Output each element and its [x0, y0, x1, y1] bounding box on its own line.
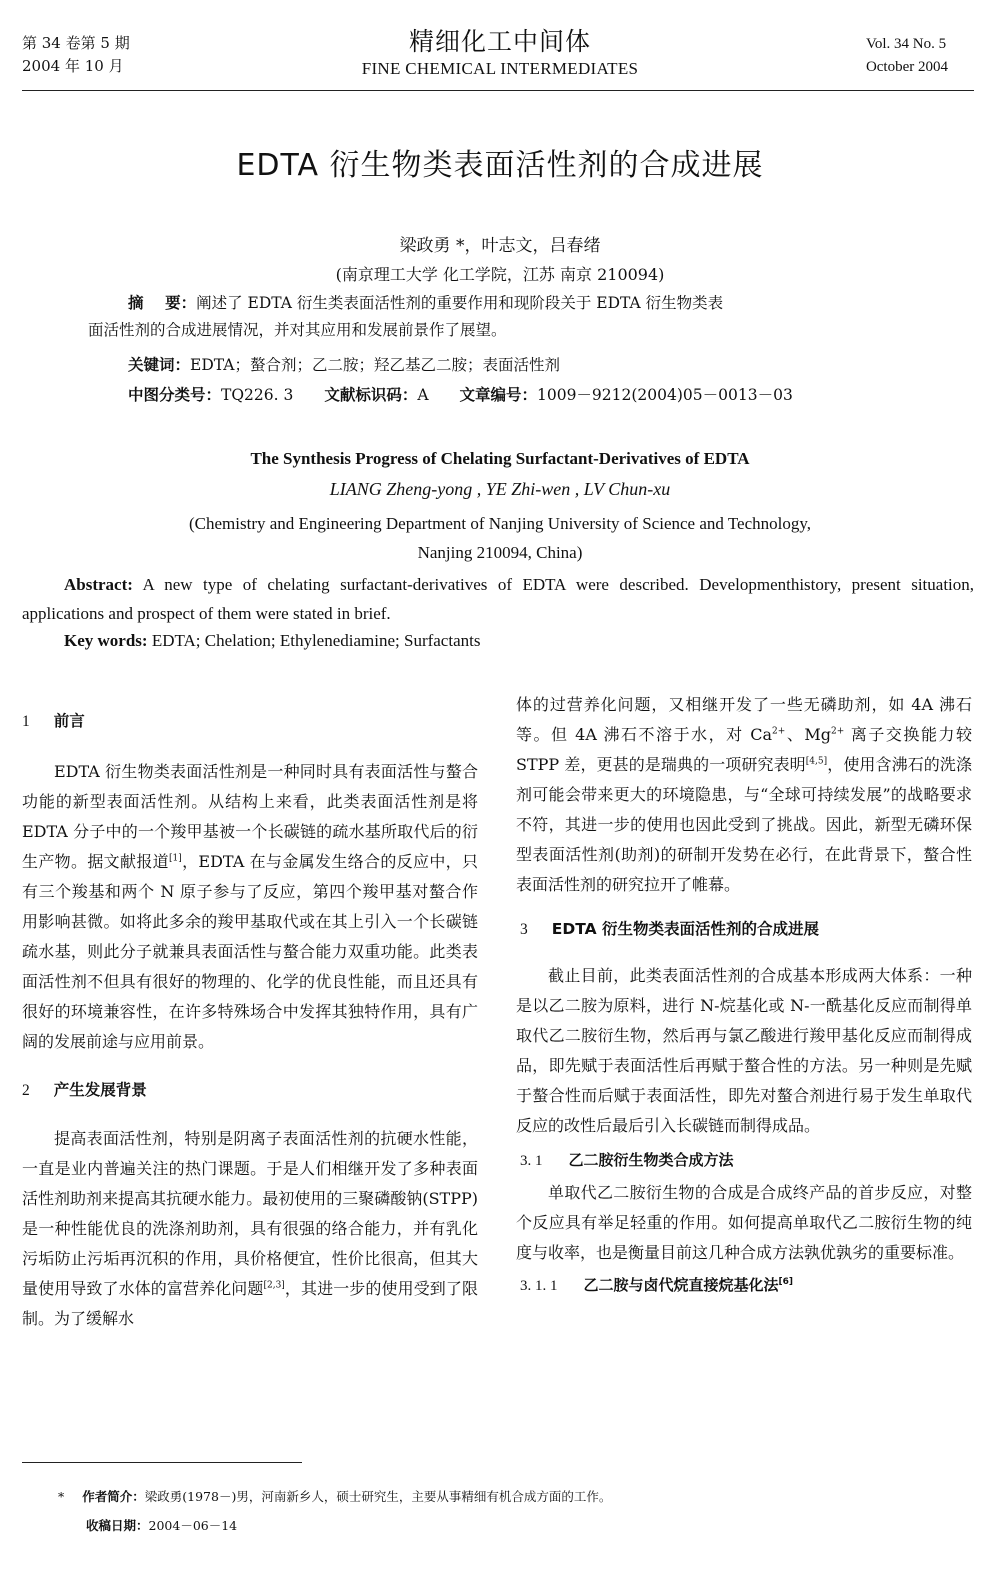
keywords-text: EDTA；螯合剂；乙二胺；羟乙基乙二胺；表面活性剂 [190, 356, 560, 374]
footnote-divider [22, 1462, 302, 1463]
english-affiliation [70, 509, 930, 567]
classification-line [128, 382, 1000, 409]
article-no-value: 1009－9212(2004)05－0013－03 [536, 386, 793, 404]
keywords-cn [128, 352, 1000, 379]
section-3-1-paragraph: 单取代乙二胺衍生物的合成是合成终产品的首步反应，对整个反应具有举足轻重的作用。如何提高单取代乙二胺衍生物的纯度与收率，也是衡量目前这几种合成方法孰优孰劣的重要标准。 [516, 1183, 972, 1262]
abstract-text-1: 阐述了 EDTA 衍生类表面活性剂的重要作用和现阶段关于 EDTA 衍生物类表 [196, 294, 724, 312]
author-bio-text: 梁政勇(1978－)男，河南新乡人，硕士研究生，主要从事精细有机合成方面的工作。 [144, 1489, 612, 1504]
section-1-heading [22, 706, 478, 737]
section-2-heading [22, 1075, 478, 1106]
english-keywords-text: EDTA; Chelation; Ethylenediamine; Surfactants [151, 631, 481, 650]
keywords-label: 关键词： [128, 356, 191, 374]
abstract-label: 摘 要： [128, 294, 197, 312]
article-authors: 梁政勇 *，叶志文，吕春绪 [399, 236, 601, 256]
section-3-1-title: 乙二胺衍生物类合成方法 [568, 1151, 734, 1169]
volume-issue-en: Vol. 34 No. 5 [865, 36, 947, 52]
section-3-paragraph: 截止目前，此类表面活性剂的合成基本形成两大体系：一种是以乙二胺为原料，进行 N-烷基化或 N-一酰基化反应而制得单取代乙二胺衍生物，然后再与氯乙酸进行羧甲基化反应而制得成品，即先赋于表面活性后再赋于螯合性的方法。另一种则是先赋于螯合性而后赋于表面活性，即先对螯合剂进行易于发生单取代反应的改性后最后引入长碳链而制得成品。 [516, 966, 972, 1135]
section-2-title: 产生发展背景 [53, 1081, 147, 1099]
doc-code-label: 文献标识码： [324, 386, 418, 404]
author-bio-label: 作者简介： [82, 1489, 145, 1504]
citation-6: [6] [778, 1277, 794, 1287]
english-affil-line1: (Chemistry and Engineering Department of Nanjing University of Science and Technology, [189, 514, 811, 533]
section-2-paragraph-start: 提高表面活性剂，特别是阴离子表面活性剂的抗硬水性能，一直是业内普遍关注的热门课题。于是人们相继开发了多种表面活性剂助剂来提高其抗硬水能力。最初使用的三聚磷酸钠(STPP)是一种性能优良的洗涤剂助剂，具有很强的络合能力，并有乳化污垢防止污垢再沉积的作用，具价格便宜，性价比很高，但其大量使用导致了水体的富营养化问题[2,3]，其进一步的使用受到了限制。为了缓解水 [22, 1129, 478, 1328]
citation-1: [1] [168, 853, 182, 864]
section-3-number: 3 [520, 921, 528, 938]
received-label: 收稿日期： [86, 1518, 149, 1533]
body-left-column [22, 706, 478, 1334]
abstract-cn [88, 290, 968, 344]
citation-2-3: [2,3] [263, 1280, 285, 1291]
citation-4-5: [4,5] [805, 756, 828, 767]
english-abstract-text: A new type of chelating surfactant-derivatives of EDTA were described. Developmenthistory, present situation, applications and prospect of them were stated in brief. [22, 575, 975, 623]
footnote-received [86, 1511, 237, 1541]
english-affil-line2: Nanjing 210094, China) [417, 543, 583, 562]
section-1-number: 1 [22, 713, 30, 730]
clc-value: TQ226. 3 [221, 386, 294, 404]
english-abstract [22, 570, 974, 628]
issue-date-en: October 2004 [865, 59, 948, 75]
english-authors: LIANG Zheng-yong , YE Zhi-wen , LV Chun-xu [329, 479, 671, 499]
footnote-marker: * [58, 1489, 65, 1504]
issue-date: 2004 年 10 月 [22, 57, 124, 75]
section-3-1-1-heading [520, 1270, 972, 1301]
section-3-heading [520, 914, 972, 945]
body-right-column [516, 690, 972, 1301]
section-2-number: 2 [22, 1082, 30, 1099]
english-title: The Synthesis Progress of Chelating Surfactant-Derivatives of EDTA [250, 449, 750, 468]
volume-issue: 第 34 卷第 5 期 [22, 34, 130, 52]
english-keywords [64, 631, 974, 651]
english-abstract-label: Abstract: [64, 575, 133, 594]
section-3-1-1-title: 乙二胺与卤代烷直接烷基化法 [583, 1276, 779, 1294]
english-keywords-label: Key words: [64, 631, 148, 650]
header-divider [22, 90, 974, 91]
footnote-author [58, 1482, 611, 1512]
journal-name-cn: 精细化工中间体 [408, 27, 591, 56]
journal-issue-en [866, 33, 948, 79]
section-3-1-1-number: 3. 1. 1 [520, 1278, 558, 1294]
received-date: 2004－06－14 [148, 1518, 238, 1533]
clc-label: 中图分类号： [128, 386, 222, 404]
article-affiliation: (南京理工大学 化工学院，江苏 南京 210094) [335, 265, 665, 284]
abstract-text-2: 面活性剂的合成进展情况，并对其应用和发展前景作了展望。 [88, 321, 507, 339]
doc-code-value: A [417, 386, 429, 404]
section-3-title: EDTA 衍生物类表面活性剂的合成进展 [551, 920, 819, 938]
section-2-paragraph-cont: 体的过营养化问题，又相继开发了一些无磷助剂，如 4A 沸石等。但 4A 沸石不溶于水，对 $Ca^{2+}$、$Mg^{2+}$ 离子交换能力较 STPP 差，更甚的是瑞典的一项研究表明[4,5]，使用含沸石的洗涤剂可能会带来更大的环境隐患，与“全球可持续发展”的战略要求不符，其进一步的使用也因此受到了挑战。因此，新型无磷环保型表面活性剂(助剂)的研制开发势在必行，在此背景下，螯合性表面活性剂的研究拉开了帷幕。 [516, 695, 972, 894]
section-1-paragraph: EDTA 衍生物类表面活性剂是一种同时具有表面活性与螯合功能的新型表面活性剂。从结构上来看，此类表面活性剂是将 EDTA 分子中的一个羧甲基被一个长碳链的疏水基所取代后的衍生产物。据文献报道[1]，EDTA 在与金属发生络合的反应中，只有三个羧基和两个 N 原子参与了反应，第四个羧甲基对螯合作用影响甚微。如将此多余的羧甲基取代或在其上引入一个长碳链疏水基，则此分子就兼具表面活性与螯合能力双重功能。此类表面活性剂不但具有很好的物理的、化学的优良性能，而且还具有很好的环境兼容性，在许多特殊场合中发挥其独特作用，具有广阔的发展前途与应用前景。 [22, 762, 478, 1051]
section-3-1-heading [520, 1145, 972, 1176]
article-no-label: 文章编号： [459, 386, 537, 404]
journal-name-en: FINE CHEMICAL INTERMEDIATES [361, 59, 639, 78]
journal-title [0, 26, 1000, 80]
article-title: EDTA 衍生物类表面活性剂的合成进展 [236, 148, 764, 183]
section-3-1-number: 3. 1 [520, 1153, 543, 1169]
section-1-title: 前言 [53, 712, 85, 730]
